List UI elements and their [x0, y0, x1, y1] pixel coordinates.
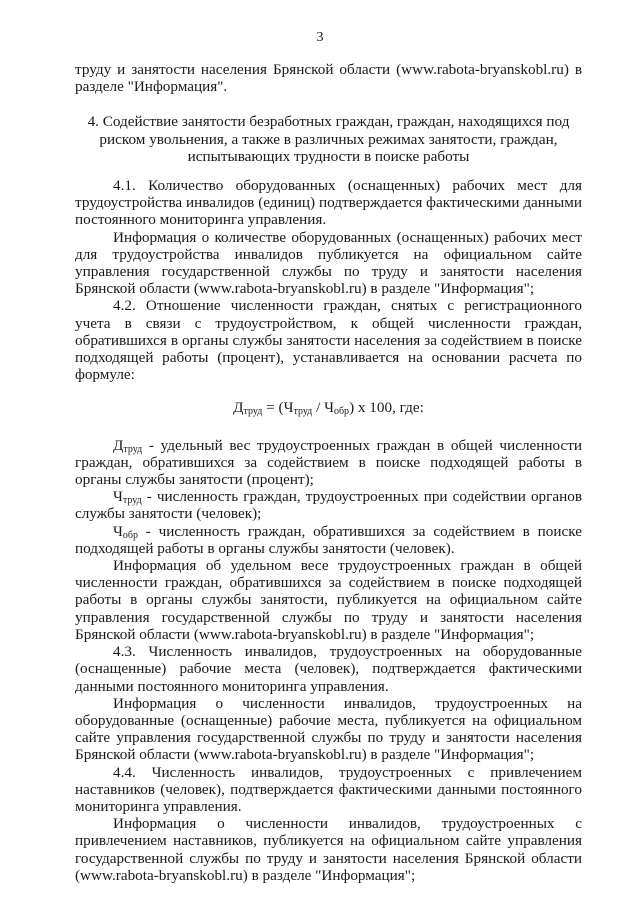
formula: $Д_{труд} = (Ч_{труд} / Ч_{обр})$ x 100, где: — [233, 399, 424, 418]
paragraph-4-4-info: Информация о численности инвалидов, трудоустроенных с привлечением наставников, публикуется на официальном сайте управления государственной службы по труду и занятости населения Брянской области (www.rabota-bryanskobl.ru) в разделе "Информация"; — [75, 815, 582, 884]
paragraph-4-1-info: Информация о количестве оборудованных (оснащенных) рабочих мест для трудоустройства инвалидов публикуется на официальном сайте управления государственной службы по труду и занятости населения Брянской области (www.rabota-bryanskobl.ru) в разделе "Информация"; — [75, 228, 582, 298]
paragraph-4-1: 4.1. Количество оборудованных (оснащенных) рабочих мест для трудоустройства инвалидов (единиц) подтверждается фактическими данными постоянного мониторинга управления. — [75, 177, 582, 229]
definition-ch-trud: $Ч_{труд}$ - численность граждан, трудоустроенных при содействии органов службы занятости (человек); — [75, 488, 582, 523]
paragraph-4-2-info: Информация об удельном весе трудоустроенных граждан в общей численности граждан, обратившихся за содействием в поиске подходящей работы в органы службы занятости, публикуется на официальном сайте управления государственной службы по труду и занятости населения Брянской области (www.rabota-bryanskobl.ru) в разделе "Информация"; — [75, 557, 582, 643]
paragraph-4-3-info: Информация о численности инвалидов, трудоустроенных на оборудованные (оснащенные) рабочие места, публикуется на официальном сайте управления государственной службы по труду и занятости населения Брянской области (www.rabota-bryanskobl.ru) в разделе "Информация"; — [75, 694, 582, 764]
section-heading: 4. Содействие занятости безработных граждан, граждан, находящихся под риском увольнения, а также в различных режимах занятости, граждан, испытывающих трудности в поиске работы — [87, 113, 570, 165]
paragraph-4-4: 4.4. Численность инвалидов, трудоустроенных с привлечением наставников (человек), подтверждается фактическими данными постоянного мониторинга управления. — [75, 763, 582, 815]
paragraph-continuation: труду и занятости населения Брянской области (www.rabota-bryanskobl.ru) в разделе "Информация". — [75, 61, 582, 96]
definition-ch-obr: $Ч_{обр}$ - численность граждан, обратившихся за содействием в поиске подходящей работы в органы службы занятости (человек). — [75, 522, 582, 557]
document-body — [75, 61, 582, 884]
paragraph-4-2: 4.2. Отношение численности граждан, снятых с регистрационного учета в связи с трудоустройством, к общей численности граждан, обратившихся в органы службы занятости населения за содействием в поиске подходящей работы (процент), устанавливается на основании расчета по формуле: — [75, 297, 582, 384]
page-number: 3 — [316, 30, 324, 45]
definition-d-trud: $Д_{труд}$ - удельный вес трудоустроенных граждан в общей численности граждан, обратившихся за содействием в поиске подходящей работы в органы службы занятости (процент); — [75, 436, 582, 489]
paragraph-4-3: 4.3. Численность инвалидов, трудоустроенных на оборудованные (оснащенные) рабочие места (человек), подтверждается фактическими данными постоянного мониторинга управления. — [75, 643, 582, 695]
